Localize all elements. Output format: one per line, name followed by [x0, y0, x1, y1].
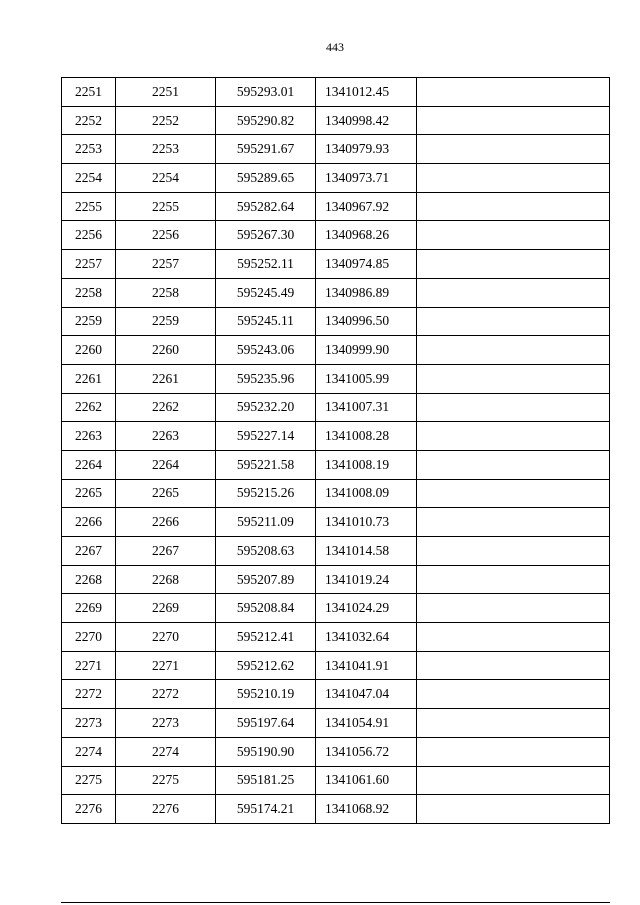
note-cell	[417, 393, 610, 422]
y-coordinate-cell: 1341010.73	[316, 508, 417, 537]
x-coordinate-cell: 595235.96	[216, 364, 316, 393]
note-cell	[417, 479, 610, 508]
point-id-cell: 2271	[62, 651, 116, 680]
note-cell	[417, 106, 610, 135]
point-id-cell: 2268	[62, 565, 116, 594]
point-number-cell: 2254	[116, 164, 216, 193]
point-number-cell: 2273	[116, 709, 216, 738]
point-number-cell: 2256	[116, 221, 216, 250]
y-coordinate-cell: 1341014.58	[316, 537, 417, 566]
point-id-cell: 2253	[62, 135, 116, 164]
point-number-cell: 2271	[116, 651, 216, 680]
y-coordinate-cell: 1340974.85	[316, 250, 417, 279]
table-row	[62, 78, 610, 107]
point-id-cell: 2269	[62, 594, 116, 623]
x-coordinate-cell: 595212.62	[216, 651, 316, 680]
x-coordinate-cell: 595290.82	[216, 106, 316, 135]
note-cell	[417, 364, 610, 393]
y-coordinate-cell: 1341032.64	[316, 623, 417, 652]
x-coordinate-cell: 595210.19	[216, 680, 316, 709]
point-id-cell: 2261	[62, 364, 116, 393]
table-row	[62, 422, 610, 451]
point-id-cell: 2274	[62, 737, 116, 766]
point-number-cell: 2262	[116, 393, 216, 422]
x-coordinate-cell: 595215.26	[216, 479, 316, 508]
y-coordinate-cell: 1341041.91	[316, 651, 417, 680]
point-number-cell: 2268	[116, 565, 216, 594]
point-id-cell: 2262	[62, 393, 116, 422]
note-cell	[417, 766, 610, 795]
point-id-cell: 2264	[62, 450, 116, 479]
note-cell	[417, 623, 610, 652]
table-row	[62, 307, 610, 336]
x-coordinate-cell: 595232.20	[216, 393, 316, 422]
x-coordinate-cell: 595208.63	[216, 537, 316, 566]
x-coordinate-cell: 595208.84	[216, 594, 316, 623]
table-row	[62, 393, 610, 422]
y-coordinate-cell: 1340979.93	[316, 135, 417, 164]
y-coordinate-cell: 1340973.71	[316, 164, 417, 193]
point-id-cell: 2267	[62, 537, 116, 566]
table-row	[62, 737, 610, 766]
note-cell	[417, 651, 610, 680]
y-coordinate-cell: 1341061.60	[316, 766, 417, 795]
point-id-cell: 2260	[62, 336, 116, 365]
y-coordinate-cell: 1341012.45	[316, 78, 417, 107]
point-number-cell: 2252	[116, 106, 216, 135]
table-row	[62, 508, 610, 537]
point-number-cell: 2258	[116, 278, 216, 307]
x-coordinate-cell: 595181.25	[216, 766, 316, 795]
y-coordinate-cell: 1341008.09	[316, 479, 417, 508]
table-row	[62, 537, 610, 566]
note-cell	[417, 737, 610, 766]
y-coordinate-cell: 1341019.24	[316, 565, 417, 594]
point-id-cell: 2270	[62, 623, 116, 652]
coordinates-table	[61, 77, 610, 824]
table-row	[62, 106, 610, 135]
point-number-cell: 2276	[116, 795, 216, 824]
x-coordinate-cell: 595190.90	[216, 737, 316, 766]
point-number-cell: 2274	[116, 737, 216, 766]
table-row	[62, 278, 610, 307]
y-coordinate-cell: 1341008.28	[316, 422, 417, 451]
y-coordinate-cell: 1341054.91	[316, 709, 417, 738]
y-coordinate-cell: 1341068.92	[316, 795, 417, 824]
point-number-cell: 2261	[116, 364, 216, 393]
x-coordinate-cell: 595252.11	[216, 250, 316, 279]
point-number-cell: 2269	[116, 594, 216, 623]
x-coordinate-cell: 595282.64	[216, 192, 316, 221]
table-row	[62, 795, 610, 824]
x-coordinate-cell: 595212.41	[216, 623, 316, 652]
table-row	[62, 766, 610, 795]
table-row	[62, 709, 610, 738]
table-row	[62, 450, 610, 479]
table-row	[62, 250, 610, 279]
y-coordinate-cell: 1341047.04	[316, 680, 417, 709]
note-cell	[417, 307, 610, 336]
point-number-cell: 2272	[116, 680, 216, 709]
point-number-cell: 2266	[116, 508, 216, 537]
note-cell	[417, 537, 610, 566]
x-coordinate-cell: 595197.64	[216, 709, 316, 738]
note-cell	[417, 78, 610, 107]
note-cell	[417, 164, 610, 193]
note-cell	[417, 221, 610, 250]
y-coordinate-cell: 1341024.29	[316, 594, 417, 623]
table-row	[62, 221, 610, 250]
point-id-cell: 2251	[62, 78, 116, 107]
y-coordinate-cell: 1341007.31	[316, 393, 417, 422]
point-number-cell: 2253	[116, 135, 216, 164]
note-cell	[417, 336, 610, 365]
x-coordinate-cell: 595289.65	[216, 164, 316, 193]
note-cell	[417, 422, 610, 451]
point-number-cell: 2251	[116, 78, 216, 107]
table-row	[62, 135, 610, 164]
y-coordinate-cell: 1341005.99	[316, 364, 417, 393]
note-cell	[417, 508, 610, 537]
table-row	[62, 192, 610, 221]
point-id-cell: 2255	[62, 192, 116, 221]
point-number-cell: 2255	[116, 192, 216, 221]
point-id-cell: 2276	[62, 795, 116, 824]
table-row	[62, 364, 610, 393]
y-coordinate-cell: 1341008.19	[316, 450, 417, 479]
point-id-cell: 2259	[62, 307, 116, 336]
y-coordinate-cell: 1340998.42	[316, 106, 417, 135]
y-coordinate-cell: 1341056.72	[316, 737, 417, 766]
point-id-cell: 2263	[62, 422, 116, 451]
note-cell	[417, 680, 610, 709]
table-body	[62, 78, 610, 824]
table-row	[62, 651, 610, 680]
point-number-cell: 2264	[116, 450, 216, 479]
point-id-cell: 2252	[62, 106, 116, 135]
footer-rule	[61, 902, 610, 903]
y-coordinate-cell: 1340968.26	[316, 221, 417, 250]
x-coordinate-cell: 595291.67	[216, 135, 316, 164]
table-row	[62, 164, 610, 193]
point-number-cell: 2265	[116, 479, 216, 508]
note-cell	[417, 565, 610, 594]
point-id-cell: 2273	[62, 709, 116, 738]
note-cell	[417, 135, 610, 164]
table-row	[62, 594, 610, 623]
note-cell	[417, 250, 610, 279]
x-coordinate-cell: 595207.89	[216, 565, 316, 594]
note-cell	[417, 594, 610, 623]
x-coordinate-cell: 595245.49	[216, 278, 316, 307]
x-coordinate-cell: 595293.01	[216, 78, 316, 107]
x-coordinate-cell: 595221.58	[216, 450, 316, 479]
x-coordinate-cell: 595227.14	[216, 422, 316, 451]
point-number-cell: 2275	[116, 766, 216, 795]
point-id-cell: 2265	[62, 479, 116, 508]
point-id-cell: 2272	[62, 680, 116, 709]
point-number-cell: 2260	[116, 336, 216, 365]
point-id-cell: 2258	[62, 278, 116, 307]
point-id-cell: 2275	[62, 766, 116, 795]
y-coordinate-cell: 1340996.50	[316, 307, 417, 336]
x-coordinate-cell: 595245.11	[216, 307, 316, 336]
y-coordinate-cell: 1340986.89	[316, 278, 417, 307]
point-id-cell: 2256	[62, 221, 116, 250]
x-coordinate-cell: 595243.06	[216, 336, 316, 365]
page-number: 443	[326, 40, 344, 54]
note-cell	[417, 192, 610, 221]
y-coordinate-cell: 1340967.92	[316, 192, 417, 221]
note-cell	[417, 795, 610, 824]
note-cell	[417, 278, 610, 307]
table-row	[62, 565, 610, 594]
table-row	[62, 336, 610, 365]
point-id-cell: 2257	[62, 250, 116, 279]
x-coordinate-cell: 595267.30	[216, 221, 316, 250]
note-cell	[417, 450, 610, 479]
point-id-cell: 2254	[62, 164, 116, 193]
table-row	[62, 680, 610, 709]
table-row	[62, 623, 610, 652]
point-number-cell: 2263	[116, 422, 216, 451]
note-cell	[417, 709, 610, 738]
point-id-cell: 2266	[62, 508, 116, 537]
point-number-cell: 2267	[116, 537, 216, 566]
x-coordinate-cell: 595174.21	[216, 795, 316, 824]
point-number-cell: 2259	[116, 307, 216, 336]
table-row	[62, 479, 610, 508]
y-coordinate-cell: 1340999.90	[316, 336, 417, 365]
x-coordinate-cell: 595211.09	[216, 508, 316, 537]
point-number-cell: 2270	[116, 623, 216, 652]
point-number-cell: 2257	[116, 250, 216, 279]
